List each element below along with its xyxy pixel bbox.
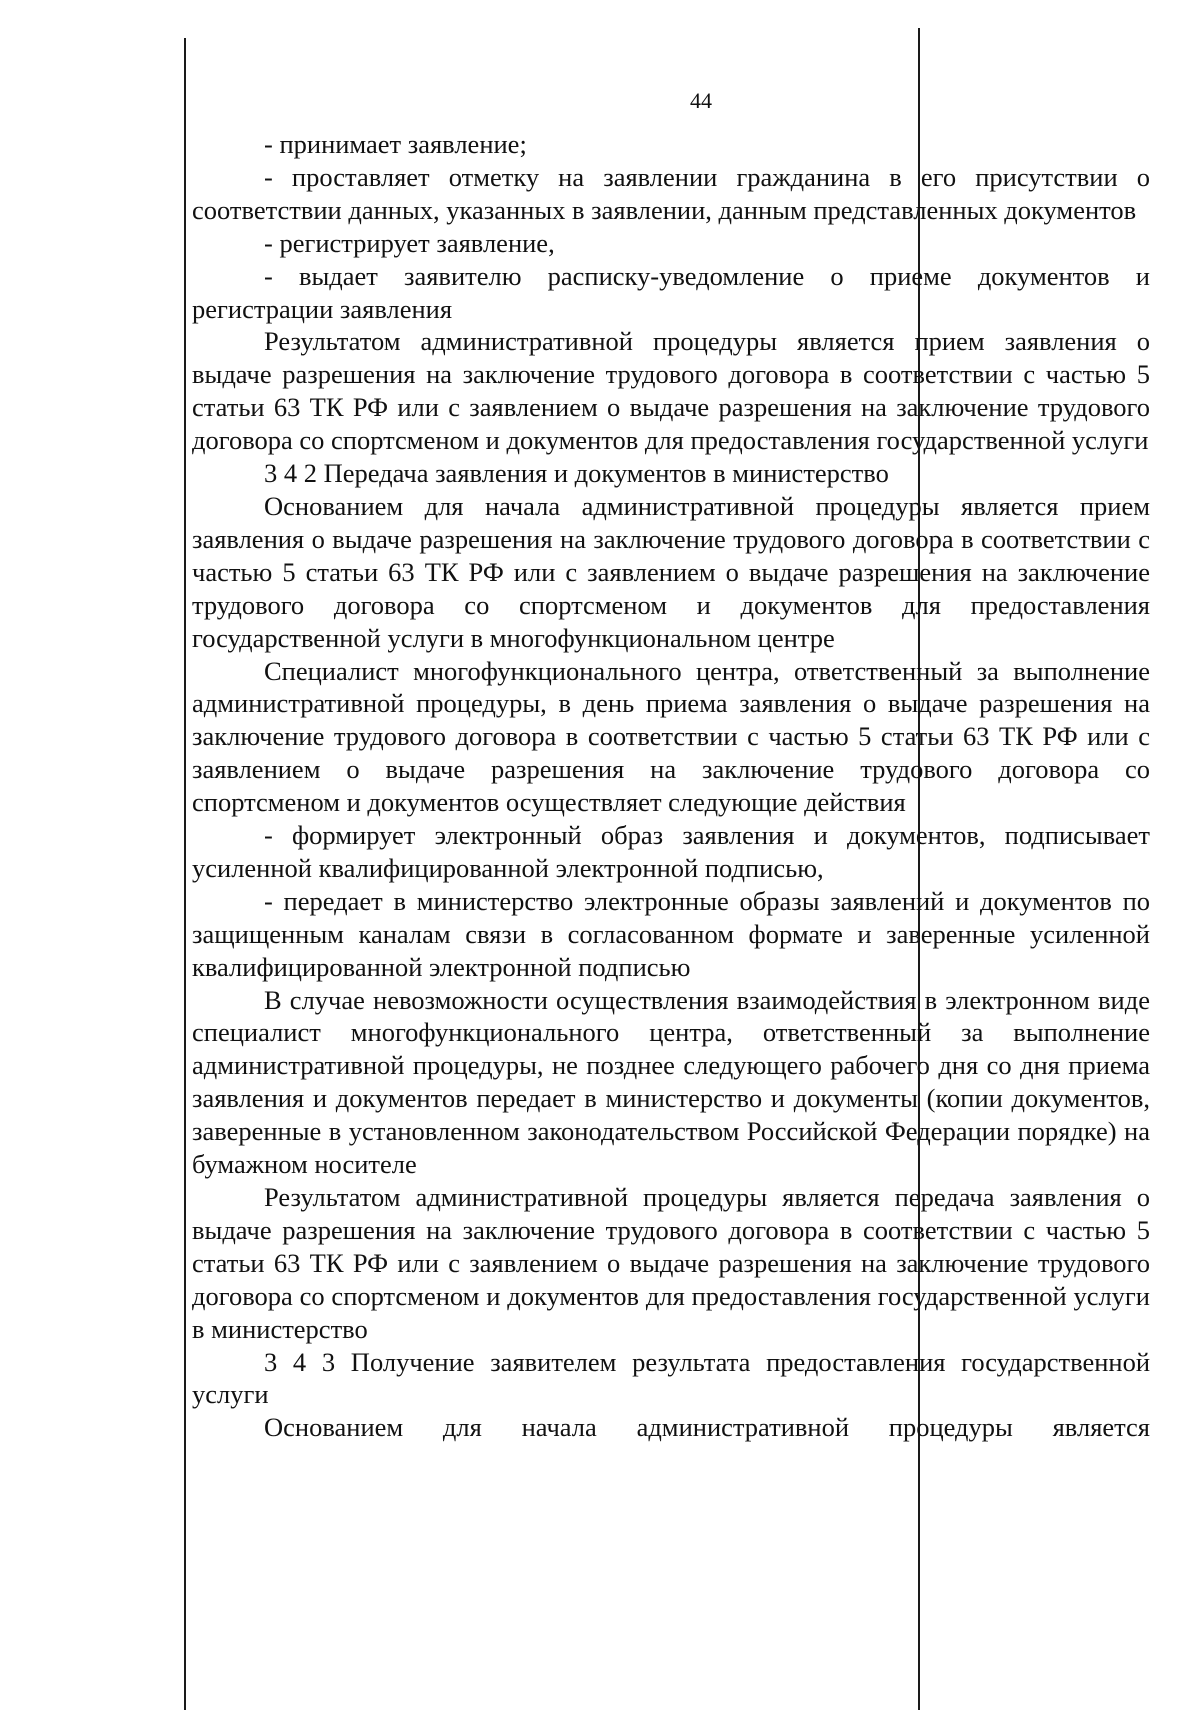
paragraph: - регистрирует заявление, (264, 227, 555, 258)
paragraph: Основанием для начала административной процедуры является (264, 1412, 1150, 1443)
paragraph: - принимает заявление; (264, 129, 527, 159)
paragraph: - проставляет отметку на заявлении гражданина в его присутствии о соответствии данных, указанных в заявлении, данным представленных документов (192, 161, 1150, 225)
paragraph: Основанием для начала административной процедуры является прием заявления о выдаче разрешения на заключение трудового договора в соответствии с частью 5 статьи 63 ТК РФ или с заявлением о выдаче разрешения на заключение трудового договора со спортсменом и документов для предоставления государственной услуги в многофункциональном центре (192, 490, 1150, 653)
paragraph: - передает в министерство электронные образы заявлений и документов по защищенным каналам связи в согласованном формате и заверенные усиленной квалифицированной электронной подписью (192, 885, 1150, 982)
document-body (192, 128, 1150, 1444)
page-number: 44 (690, 88, 712, 113)
paragraph: В случае невозможности осуществления взаимодействия в электронном виде специалист многофункционального центра, ответственный за выполнение административной процедуры, не позднее следующего рабочего дня со дня приема заявления и документов передает в министерство и документы (копии документов, заверенные в установленном законодательством Российской Федерации порядке) на бумажном носителе (192, 984, 1150, 1180)
left-margin-line (184, 38, 186, 1710)
paragraph: - формирует электронный образ заявления и документов, подписывает усиленной квалифицированной электронной подписью, (192, 820, 1150, 883)
paragraph: 3 4 3 Получение заявителем результата предоставления государственной услуги (192, 1346, 1150, 1410)
paragraph: Результатом административной процедуры является передача заявления о выдаче разрешения на заключение трудового договора в соответствии с частью 5 статьи 63 ТК РФ или с заявлением о выдаче разрешения на заключение трудового договора со спортсменом и документов для предоставления государственной услуги в министерство (192, 1182, 1150, 1344)
paragraph: - выдает заявителю расписку-уведомление о приеме документов и регистрации заявления (192, 260, 1150, 324)
paragraph: Специалист многофункционального центра, ответственный за выполнение административной процедуры, в день приема заявления о выдаче разрешения на заключение трудового договора в соответствии с частью 5 статьи 63 ТК РФ или с заявлением о выдаче разрешения на заключение трудового договора со спортсменом и документов осуществляет следующие действия (192, 655, 1150, 818)
section-heading: 3 4 2 Передача заявления и документов в министерство (264, 458, 889, 489)
paragraph: Результатом административной процедуры является прием заявления о выдаче разрешения на заключение трудового договора в соответствии с частью 5 статьи 63 ТК РФ или с заявлением о выдаче разрешения на заключение трудового договора со спортсменом и документов для предоставления государственной услуги (192, 326, 1150, 456)
